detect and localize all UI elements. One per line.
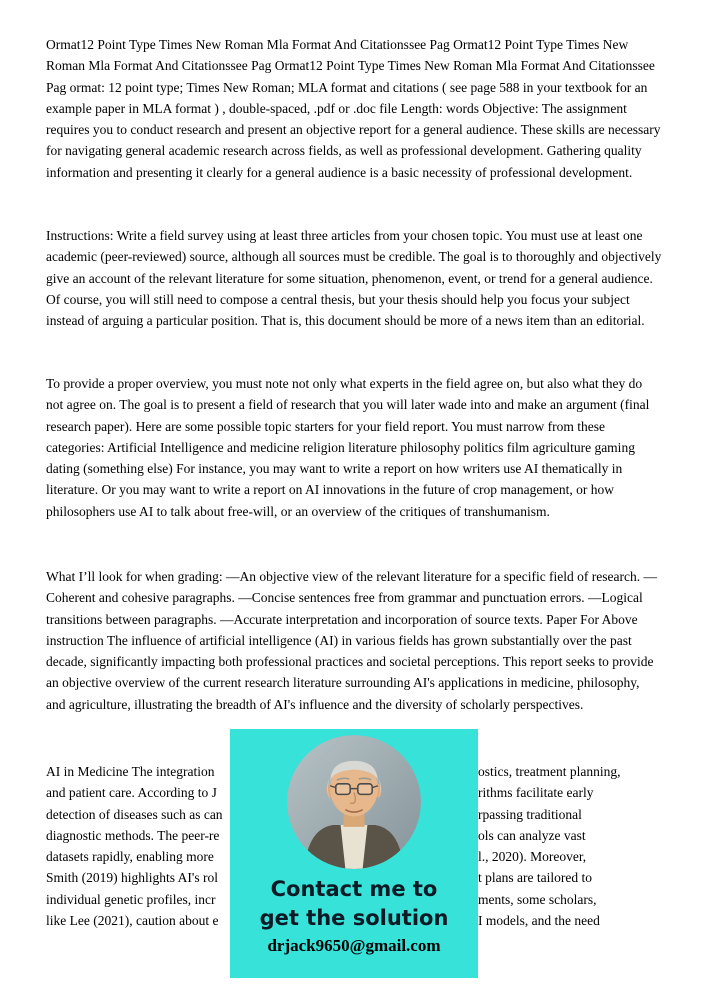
contact-heading-line2: get the solution [259, 906, 449, 930]
obscured-line-left: Smith (2019) highlights AI's rol [46, 870, 218, 886]
paragraph-grading-criteria: What I’ll look for when grading: —An objective view of the relevant literature for a specific field of research. —Coherent and cohesive paragraphs. —Concise sentences free from grammar and punctuation errors. —Logical transitions between paragraphs. —Accurate interpretation and incorporation of source texts. Paper For Above instruction The influence of artificial intelligence (AI) in various fields has grown substantially over the past decade, significantly impacting both professional practices and societal perceptions. This report seeks to provide an objective overview of the current research literature surrounding AI's applications in medicine, philosophy, and agriculture, illustrating the breadth of AI's influence and the diversity of scholarly perspectives. [46, 569, 658, 712]
tutor-photo-avatar [287, 735, 421, 869]
obscured-line-left: individual genetic profiles, incr [46, 891, 216, 907]
obscured-line-left: diagnostic methods. The peer-re [46, 827, 220, 843]
contact-heading-line1: Contact me to [270, 877, 438, 901]
obscured-line-right: ostics, treatment planning, [478, 764, 621, 779]
obscured-line-left: detection of diseases such as can [46, 806, 223, 822]
contact-heading [260, 875, 449, 933]
obscured-line-left: AI in Medicine The integration [46, 764, 215, 779]
contact-email: drjack9650@gmail.com [267, 936, 441, 955]
obscured-line-right: t plans are tailored to [478, 870, 592, 886]
obscured-line-left: like Lee (2021), caution about e [46, 913, 219, 929]
paragraph-overview-topics: To provide a proper overview, you must note not only what experts in the field agree on, but also what they do not agree on. The goal is to present a field of research that you will later wade into and make an argument (final research paper). Here are some possible topic starters for your field report. You must narrow from these categories: Artificial Intelligence and medicine religion literature philosophy politics film agriculture gaming dating (something else) For instance, you may want to write a report on how writers use AI thematically in literature. Or you may want to write a report on AI innovations in the future of crop management, or how philosophers use AI to talk about free-will, or an overview of the critiques of transhumanism. [46, 376, 650, 519]
obscured-line-right: ols can analyze vast [478, 827, 586, 843]
obscured-line-right: ments, some scholars, [478, 891, 597, 907]
paragraph-format-requirements: Ormat12 Point Type Times New Roman Mla Format And Citationssee Pag Ormat12 Point Type Times New Roman Mla Format And Citationssee Pag Ormat12 Point Type Times New Roman Mla Format And Citationssee Pag ormat: 12 point type; Times New Roman; MLA format and citations ( see page 588 in your textbook for an example paper in MLA format ) , double-spaced, .pdf or .doc file Length: words Objective: The assignment requires you to conduct research and present an objective report for a general audience. These skills are necessary for navigating general academic research across fields, as well as professional development. Gathering quality information and presenting it clearly for a general audience is a basic necessity of professional development. [46, 37, 661, 180]
obscured-line-right: rithms facilitate early [478, 785, 594, 801]
obscured-line-right: rpassing traditional [478, 806, 582, 822]
contact-solution-overlay [230, 729, 478, 978]
obscured-line-right: l., 2020). Moreover, [478, 849, 587, 865]
obscured-line-left: datasets rapidly, enabling more [46, 849, 214, 865]
obscured-line-right: I models, and the need [478, 913, 600, 929]
obscured-line-left: and patient care. According to J [46, 785, 217, 801]
paragraph-instructions: Instructions: Write a field survey using at least three articles from your chosen topic. You must use at least one academic (peer-reviewed) source, although all sources must be credible. The goal is to thoroughly and objectively give an account of the relevant literature for some situation, phenomenon, event, or trend for a general audience. Of course, you will still need to compose a central thesis, but your thesis should help you focus your subject instead of arguing a particular position. That is, this document should be more of a news item than an editorial. [46, 228, 662, 329]
